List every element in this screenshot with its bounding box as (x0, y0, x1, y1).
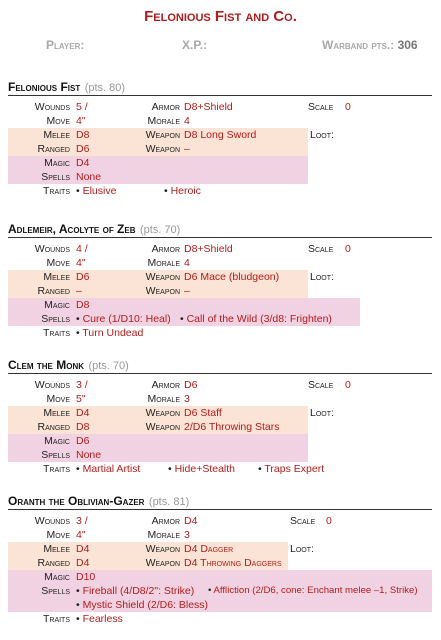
ranged-value: D8 (76, 421, 90, 433)
loot-label: Loot: (290, 543, 314, 555)
wounds-row (8, 378, 432, 392)
morale-value: 3 (184, 529, 190, 541)
armor-value: D8+Shield (184, 243, 233, 255)
melee-label: Melee (43, 407, 70, 419)
morale-value: 4 (184, 115, 190, 127)
magic-row (8, 156, 308, 170)
traits-row (8, 612, 432, 626)
scale-value: 0 (345, 101, 351, 113)
wounds-value: 5 / (76, 101, 88, 113)
character-name-row (8, 356, 129, 374)
trait-item: • Elusive (76, 184, 116, 198)
move-label: Move (46, 529, 70, 541)
wounds-value: 3 / (76, 515, 88, 527)
melee-row (8, 128, 308, 142)
xp-label: X.P.: (182, 38, 208, 52)
wounds-row (8, 242, 432, 256)
morale-label: Morale (147, 529, 180, 541)
spell-item: • Call of the Wild (3/d8: Frighten) (180, 312, 332, 326)
character-name: Felonious Fist (8, 80, 81, 94)
weapon-label: Weapon (145, 129, 180, 141)
trait-item: • Traps Expert (258, 462, 324, 476)
armor-value: D6 (184, 379, 198, 391)
armor-label: Armor (151, 515, 180, 527)
scale-label: Scale (290, 515, 316, 527)
magic-label: Magic (44, 157, 70, 169)
character-name: Oranth the Oblivian-Gazer (8, 494, 145, 508)
armor-label: Armor (151, 101, 180, 113)
spells-label: Spells (41, 449, 70, 461)
ranged-value: – (76, 285, 82, 297)
trait-item: • Hide+Stealth (168, 462, 235, 476)
weapon-value: D6 Staff (184, 407, 222, 419)
spells-row (8, 312, 360, 326)
warband-points (322, 38, 418, 52)
divider (8, 509, 432, 510)
scale-value: 0 (345, 379, 351, 391)
morale-value: 4 (184, 257, 190, 269)
morale-value: 3 (184, 393, 190, 405)
melee-value: D4 (76, 407, 90, 419)
armor-value: D4 (184, 515, 198, 527)
move-value: 4" (76, 257, 86, 269)
melee-value: D8 (76, 129, 90, 141)
magic-label: Magic (44, 435, 70, 447)
melee-row (8, 270, 308, 284)
magic-label: Magic (44, 571, 70, 583)
magic-row (8, 434, 308, 448)
magic-label: Magic (44, 299, 70, 311)
ranged-row (8, 142, 308, 156)
ranged-label: Ranged (37, 421, 70, 433)
weapon-label: Weapon (145, 271, 180, 283)
weapon-value: 2/D6 Throwing Stars (184, 421, 280, 433)
wounds-row (8, 514, 432, 528)
move-row (8, 114, 432, 128)
spells-row (8, 170, 308, 184)
spells-value: None (76, 449, 102, 461)
character-points: (pts. 80) (84, 82, 126, 94)
wounds-label: Wounds (34, 101, 70, 113)
spells-label: Spells (41, 585, 70, 597)
morale-label: Morale (147, 393, 180, 405)
move-value: 4" (76, 115, 86, 127)
wounds-label: Wounds (34, 379, 70, 391)
ranged-label: Ranged (37, 143, 70, 155)
weapon-label: Weapon (145, 143, 180, 155)
spells-label: Spells (41, 313, 70, 325)
morale-label: Morale (147, 257, 180, 269)
scale-label: Scale (308, 379, 334, 391)
weapon-value: – (184, 285, 190, 297)
wounds-label: Wounds (34, 515, 70, 527)
spells-row (8, 448, 308, 462)
trait-item: • Fearless (76, 612, 123, 626)
character-name-row (8, 492, 189, 510)
traits-label: Traits (42, 327, 70, 339)
divider (8, 373, 432, 374)
armor-label: Armor (151, 243, 180, 255)
traits-row (8, 326, 432, 340)
magic-row (8, 298, 360, 312)
weapon-label: Weapon (145, 407, 180, 419)
wounds-label: Wounds (34, 243, 70, 255)
magic-value: D6 (76, 435, 90, 447)
character-points: (pts. 70) (139, 224, 181, 236)
move-label: Move (46, 393, 70, 405)
scale-value: 0 (345, 243, 351, 255)
character-name-row (8, 220, 180, 238)
warband-value: 306 (397, 38, 418, 52)
character-name: Clem the Monk (8, 358, 84, 372)
melee-label: Melee (43, 271, 70, 283)
character-name-row (8, 78, 125, 96)
spells-value: None (76, 171, 102, 183)
weapon-label: Weapon (145, 543, 180, 555)
ranged-row (8, 556, 288, 570)
spell-item: • Cure (1/D10: Heal) (76, 312, 171, 326)
weapon-value: D4 Throwing Daggers (184, 557, 282, 569)
scale-label: Scale (308, 101, 334, 113)
spell-item: • Fireball (4/D8/2": Strike) (76, 584, 194, 598)
page-title: Felonious Fist and Co. (144, 8, 297, 25)
move-value: 4" (76, 529, 86, 541)
loot-label: Loot: (310, 271, 334, 283)
magic-row (8, 570, 432, 584)
ranged-row (8, 284, 308, 298)
traits-row (8, 462, 432, 476)
magic-value: D10 (76, 571, 96, 583)
player-label: Player: (46, 38, 85, 52)
weapon-label: Weapon (145, 557, 180, 569)
wounds-row (8, 100, 432, 114)
divider (8, 95, 432, 96)
armor-value: D8+Shield (184, 101, 233, 113)
move-row (8, 528, 432, 542)
melee-label: Melee (43, 543, 70, 555)
divider (8, 237, 432, 238)
melee-row (8, 542, 288, 556)
move-row (8, 392, 432, 406)
spell-item: • Mystic Shield (2/D6: Bless) (76, 598, 208, 612)
warband-label: Warband pts.: (322, 38, 395, 52)
weapon-value: D8 Long Sword (184, 129, 257, 141)
melee-label: Melee (43, 129, 70, 141)
ranged-label: Ranged (37, 285, 70, 297)
loot-label: Loot: (310, 407, 334, 419)
wounds-value: 3 / (76, 379, 88, 391)
melee-row (8, 406, 308, 420)
ranged-row (8, 420, 308, 434)
move-label: Move (46, 257, 70, 269)
move-row (8, 256, 432, 270)
morale-label: Morale (147, 115, 180, 127)
loot-label: Loot: (310, 129, 334, 141)
armor-label: Armor (151, 379, 180, 391)
traits-label: Traits (42, 613, 70, 625)
trait-item: • Turn Undead (76, 326, 143, 340)
traits-label: Traits (42, 463, 70, 475)
character-name: Adlemeir, Acolyte of Zeb (8, 222, 136, 236)
character-points: (pts. 70) (88, 360, 129, 372)
spells-row-2 (8, 598, 432, 612)
move-value: 5" (76, 393, 86, 405)
weapon-label: Weapon (145, 421, 180, 433)
move-label: Move (46, 115, 70, 127)
magic-value: D4 (76, 157, 90, 169)
traits-label: Traits (42, 185, 70, 197)
scale-value: 0 (326, 515, 332, 527)
weapon-label: Weapon (145, 285, 180, 297)
weapon-value: D4 Dagger (184, 543, 234, 555)
ranged-value: D4 (76, 557, 90, 569)
weapon-value: – (184, 143, 190, 155)
trait-item: • Heroic (164, 184, 201, 198)
spell-item: • Affliction (2/D6, cone: Enchant melee –1, Strike) (208, 584, 418, 598)
melee-value: D6 (76, 271, 90, 283)
ranged-value: D6 (76, 143, 90, 155)
weapon-value: D6 Mace (bludgeon) (184, 271, 280, 283)
melee-value: D4 (76, 543, 90, 555)
character-points: (pts. 81) (148, 496, 190, 508)
spells-row (8, 584, 432, 598)
wounds-value: 4 / (76, 243, 88, 255)
scale-label: Scale (308, 243, 334, 255)
ranged-label: Ranged (37, 557, 70, 569)
traits-row (8, 184, 432, 198)
trait-item: • Martial Artist (76, 462, 140, 476)
spells-label: Spells (41, 171, 70, 183)
magic-value: D8 (76, 299, 90, 311)
